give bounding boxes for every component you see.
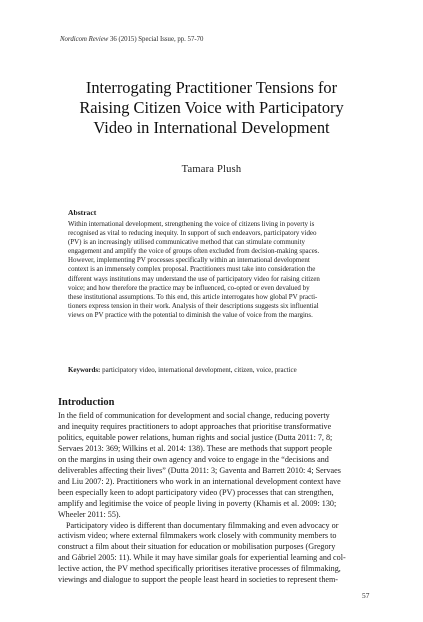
title-line: Video in International Development <box>93 118 330 137</box>
abstract-line: context is an immensely complex proposal. Practitioners must take into consideration the <box>68 265 316 274</box>
abstract-line: However, implementing PV processes specifically within an international development <box>68 256 310 265</box>
abstract-line: these institutional assumptions. To this end, this article interrogates how global PV practi- <box>68 292 318 301</box>
body-line: on the margins in using their own agency and voice to engage in the “decisions and <box>58 454 329 464</box>
running-head <box>60 36 203 43</box>
abstract-text <box>68 220 355 320</box>
abstract-line: voice; and how therefore the practice may be influenced, co-opted or even devalued by <box>68 283 310 292</box>
keywords-label: Keywords: <box>68 366 101 374</box>
abstract-line: different ways institutions may understand the use of participatory video for raising citizen <box>68 274 320 283</box>
issue-info: 36 (2015) Special Issue, pp. 57-70 <box>108 36 204 43</box>
abstract-heading: Abstract <box>68 208 97 217</box>
body-line: Wheeler 2011: 55). <box>58 509 121 519</box>
body-line: politics, equitable power relations, human rights and social justice (Dutta 2011: 7, 8; <box>58 432 333 442</box>
body-line: and Liu 2007: 2). Practitioners who work in an international development context have <box>58 476 341 486</box>
page-number: 57 <box>362 591 370 600</box>
body-text <box>58 411 369 586</box>
body-line: construct a film about their situation for education or mobilisation purposes (Gregory <box>58 542 336 552</box>
title-line: Interrogating Practitioner Tensions for <box>85 78 338 97</box>
author-name: Tamara Plush <box>181 164 242 175</box>
journal-name: Nordicom Review <box>60 36 109 43</box>
body-line: viewings and dialogue to support the people least heard in societies to represent them- <box>58 575 339 585</box>
body-line: and inequity requires practitioners to adopt approaches that prioritise transformative <box>58 421 332 431</box>
abstract-line: Within international development, strengthening the voice of citizens living in poverty is <box>68 220 315 228</box>
body-line: Servaes 2013: 369; Wilkins et al. 2014: 138). These are methods that support people <box>58 443 332 453</box>
keywords-list: participatory video, international development, citizen, voice, practice <box>100 366 297 374</box>
body-line: lective action, the PV method specifically prioritises iterative processes of filmmaking, <box>58 564 341 574</box>
body-line: In the field of communication for development and social change, reducing poverty <box>58 411 330 420</box>
keywords <box>68 366 368 374</box>
body-line: been especially keen to adopt participatory video (PV) processes that can strengthen, <box>58 487 334 497</box>
abstract-line: recognised as vital to reducing inequity. In support of such endeavors, participatory video <box>68 229 317 238</box>
body-line: deliverables affecting their lives” (Dutta 2011: 3; Gaventa and Barrett 2010: 4; Servaes <box>58 465 341 475</box>
abstract-line: engagement and amplify the voice of groups often excluded from decision-making spaces. <box>68 247 320 256</box>
section-heading-introduction: Introduction <box>58 397 115 408</box>
body-line: activism video; where external filmmakers work closely with community members to <box>58 531 337 541</box>
abstract-line: (PV) is an increasingly utilised communicative method that can stimulate community <box>68 238 305 247</box>
title-line: Raising Citizen Voice with Participatory <box>79 98 344 117</box>
body-line: and Gábriel 2005: 11). While it may have similar goals for experiential learning and col- <box>58 553 346 563</box>
article-title <box>40 78 383 138</box>
abstract-line: tioners express tension in their work. Analysis of their descriptions suggests six influential <box>68 301 319 310</box>
abstract-line: views on PV practice with the potential to diminish the value of voice from the margins. <box>68 310 313 319</box>
body-line: Participatory video is different than documentary filmmaking and even advocacy or <box>66 520 339 530</box>
body-line: amplify and legitimise the voice of people living in poverty (Khamis et al. 2009: 130; <box>58 498 337 508</box>
